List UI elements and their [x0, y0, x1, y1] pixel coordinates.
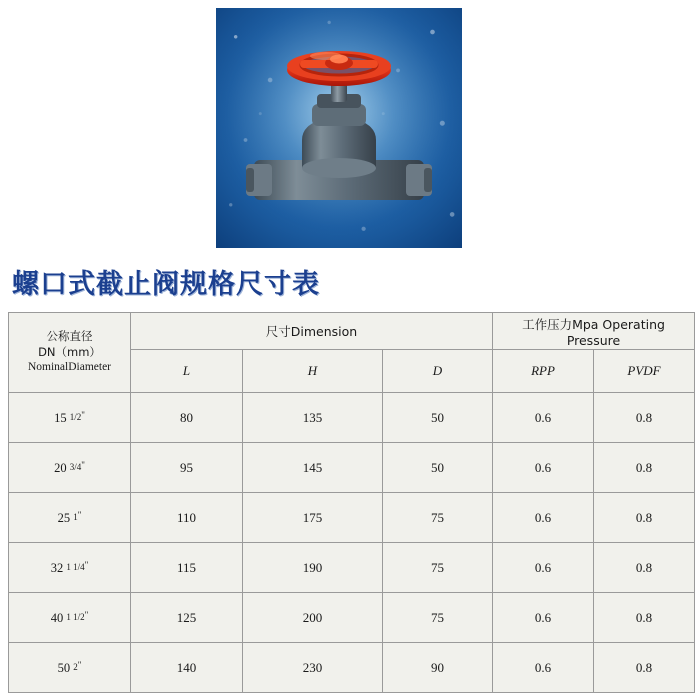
cell-L: 95: [131, 443, 243, 493]
cell-D: 75: [383, 493, 493, 543]
table-group-header-row: [9, 313, 695, 350]
cell-dn: 20 3/4": [9, 443, 131, 493]
header-dn-line1: 公称直径: [46, 329, 93, 344]
cell-dn: 40 1 1/2": [9, 593, 131, 643]
cell-H: 175: [243, 493, 383, 543]
header-L: L: [131, 350, 243, 393]
header-nominal-diameter: [9, 313, 131, 393]
cell-H: 135: [243, 393, 383, 443]
cell-dn: 32 1 1/4": [9, 543, 131, 593]
header-dimension: 尺寸Dimension: [131, 313, 493, 350]
cell-RPP: 0.6: [493, 393, 594, 443]
cell-L: 110: [131, 493, 243, 543]
cell-dn: 50 2": [9, 643, 131, 693]
table-row: [9, 443, 695, 493]
cell-D: 50: [383, 443, 493, 493]
cell-D: 90: [383, 643, 493, 693]
cell-PVDF: 0.8: [594, 643, 695, 693]
header-D: D: [383, 350, 493, 393]
cell-H: 145: [243, 443, 383, 493]
cell-L: 80: [131, 393, 243, 443]
table-row: [9, 393, 695, 443]
product-photo: [216, 8, 462, 248]
cell-RPP: 0.6: [493, 493, 594, 543]
cell-PVDF: 0.8: [594, 593, 695, 643]
table-row: [9, 493, 695, 543]
table-body: [9, 393, 695, 693]
header-dn-line3: NominalDiameter: [27, 361, 112, 374]
header-PVDF: PVDF: [594, 350, 695, 393]
cell-dn: 25 1": [9, 493, 131, 543]
valve-illustration: [216, 8, 462, 248]
cell-D: 75: [383, 593, 493, 643]
cell-H: 190: [243, 543, 383, 593]
cell-PVDF: 0.8: [594, 393, 695, 443]
header-RPP: RPP: [493, 350, 594, 393]
header-operating-pressure: 工作压力Mpa Operating Pressure: [493, 313, 695, 350]
cell-L: 140: [131, 643, 243, 693]
cell-dn: 15 1/2": [9, 393, 131, 443]
cell-RPP: 0.6: [493, 593, 594, 643]
cell-L: 115: [131, 543, 243, 593]
cell-RPP: 0.6: [493, 543, 594, 593]
cell-PVDF: 0.8: [594, 493, 695, 543]
product-photo-image: [216, 8, 462, 248]
cell-D: 50: [383, 393, 493, 443]
cell-L: 125: [131, 593, 243, 643]
table-row: [9, 543, 695, 593]
header-dn-line2: DN（mm）: [38, 344, 101, 359]
cell-RPP: 0.6: [493, 443, 594, 493]
cell-PVDF: 0.8: [594, 443, 695, 493]
spec-table-container: [8, 312, 692, 693]
header-H: H: [243, 350, 383, 393]
cell-D: 75: [383, 543, 493, 593]
cell-H: 200: [243, 593, 383, 643]
table-row: [9, 593, 695, 643]
page-title: 螺口式截止阀规格尺寸表: [12, 269, 320, 300]
cell-RPP: 0.6: [493, 643, 594, 693]
cell-PVDF: 0.8: [594, 543, 695, 593]
table-row: [9, 643, 695, 693]
spec-table: [8, 312, 695, 693]
cell-H: 230: [243, 643, 383, 693]
